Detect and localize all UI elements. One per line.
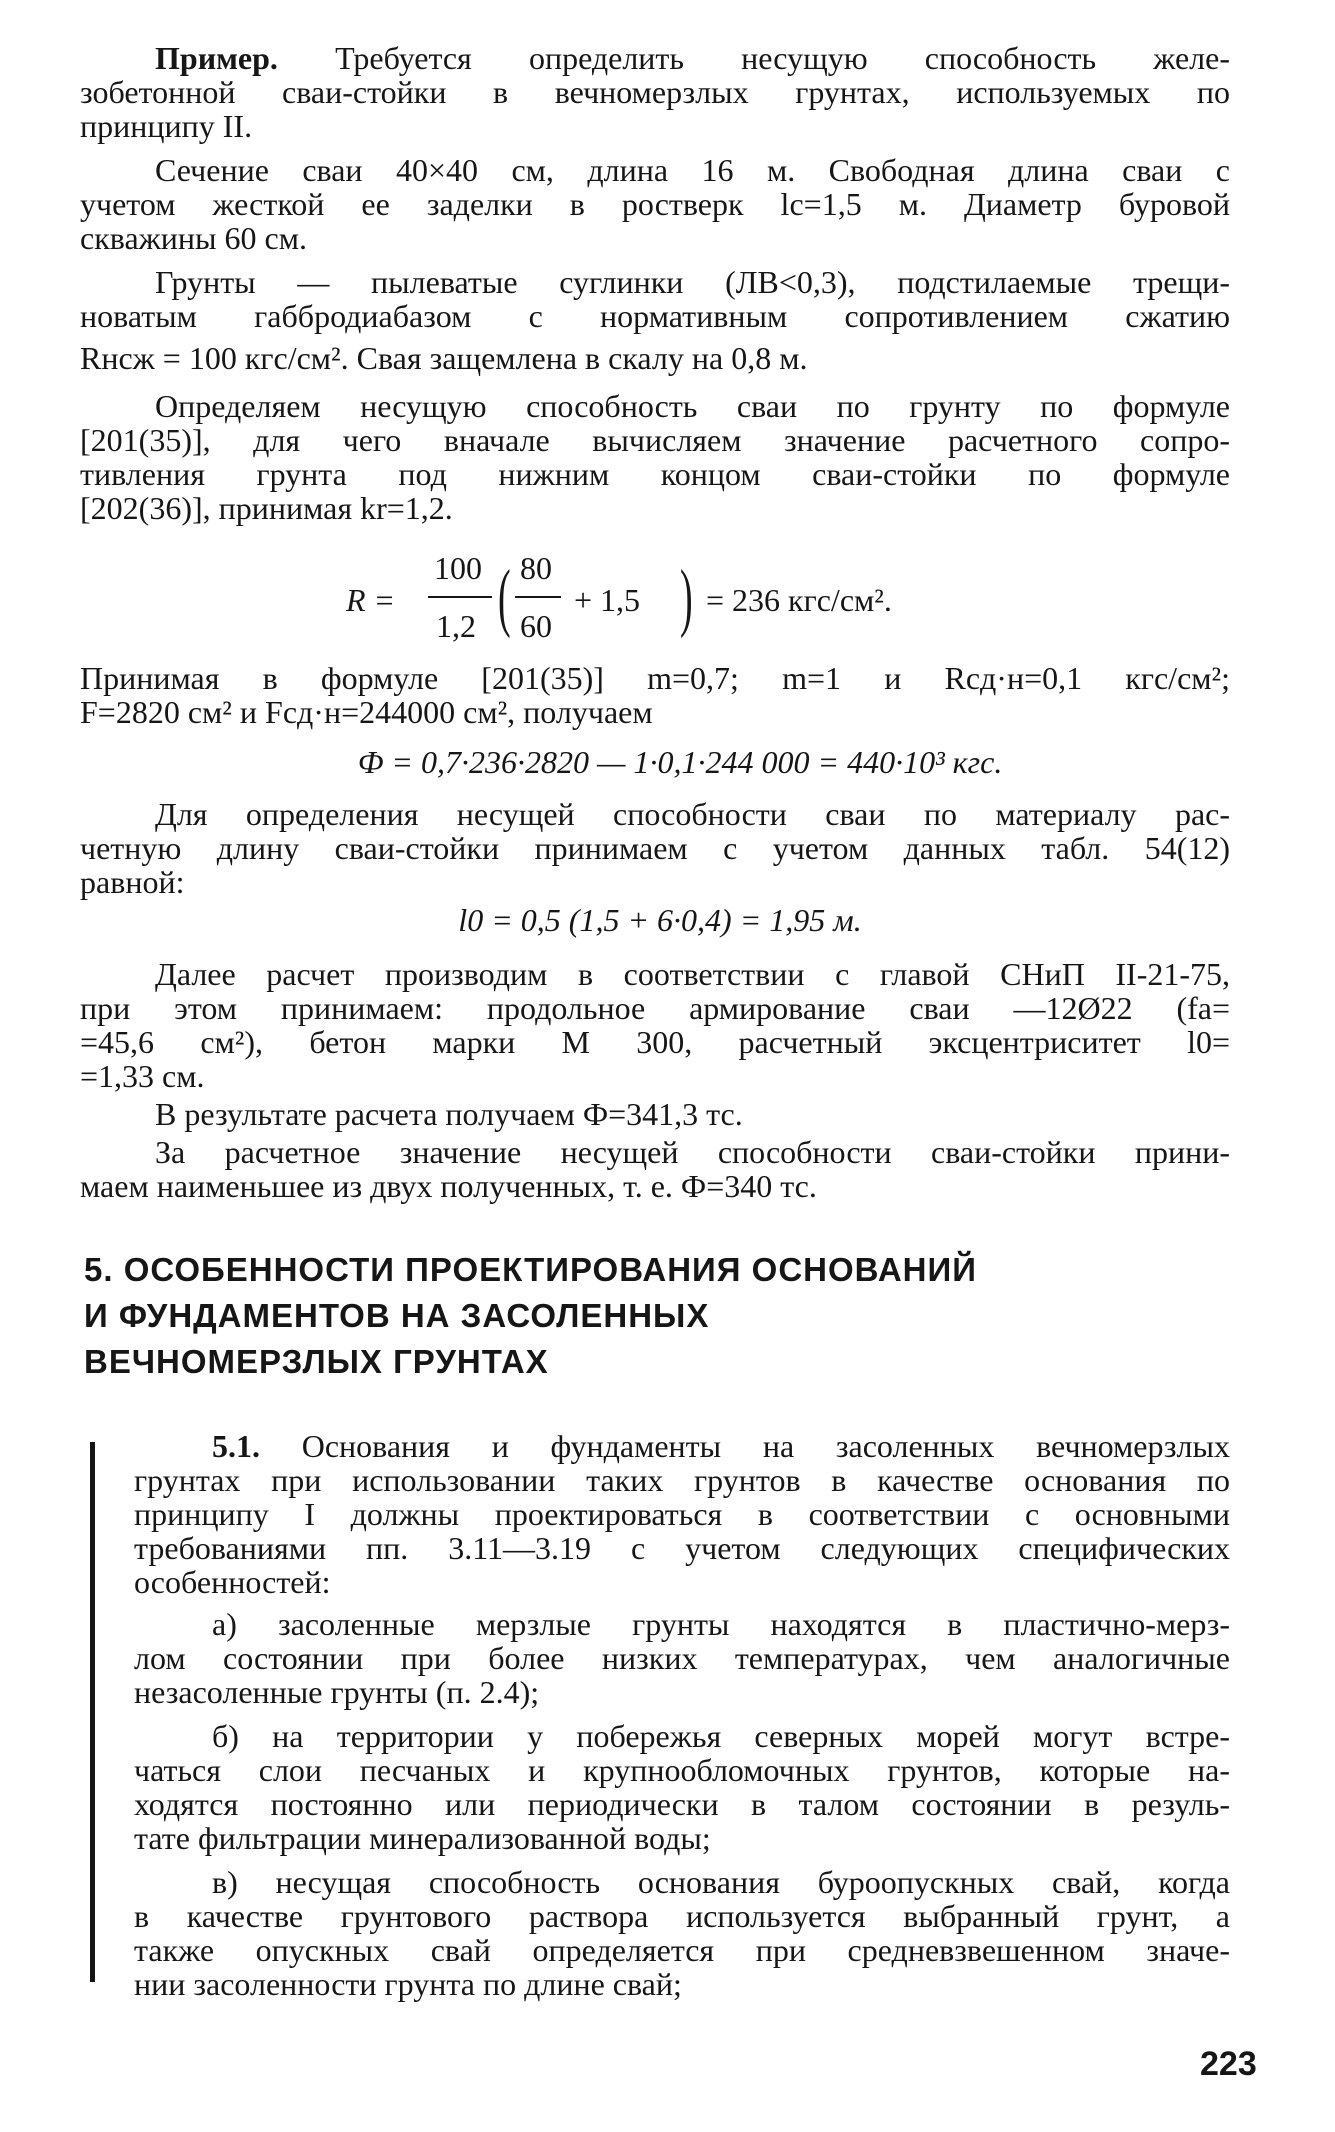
text-line: при этом принимаем: продольное армирование сваи —12Ø22 (fа=	[80, 990, 1230, 1026]
text-line: Определяем несущую способность сваи по грунту по формуле	[155, 388, 1230, 424]
text-line: Пример. Требуется определить несущую способность желе-	[155, 40, 1230, 76]
example-label: Пример.	[155, 40, 278, 76]
formula-r-plus: + 1,5	[574, 582, 641, 618]
text-line: также опускных свай определяется при средневзвешенном значе-	[134, 1932, 1230, 1968]
text-line: принципу I должны проектироваться в соответствии с основными	[134, 1496, 1230, 1532]
text-line: лом состоянии при более низких температурах, чем аналогичные	[134, 1640, 1230, 1676]
text-line: [202(36)], принимая kr=1,2.	[80, 490, 453, 526]
formula-r	[0, 550, 1335, 660]
fraction-bar	[515, 596, 561, 598]
page-number: 223	[1200, 2045, 1257, 2083]
formula-l0: l0 = 0,5 (1,5 + 6·0,4) = 1,95 м.	[458, 902, 862, 938]
fraction-bar	[428, 596, 492, 598]
text-line: =45,6 см²), бетон марки M 300, расчетный эксцентриситет l0=	[80, 1024, 1230, 1060]
formula-r-den2: 60	[520, 608, 552, 644]
text-line: ходятся постоянно или периодически в талом состоянии в резуль-	[134, 1786, 1230, 1822]
text-line: незасоленные грунты (п. 2.4);	[134, 1674, 540, 1710]
text-line: учетом жесткой ее заделки в ростверк lс=1,5 м. Диаметр буровой	[80, 186, 1230, 222]
formula-r-den1: 1,2	[436, 608, 476, 644]
text-line: четную длину сваи-стойки принимаем с учетом данных табл. 54(12)	[80, 830, 1230, 866]
text-line: 5.1. Основания и фундаменты на засоленных вечномерзлых	[212, 1428, 1231, 1464]
text-line: Сечение сваи 40×40 см, длина 16 м. Свободная длина сваи с	[155, 152, 1230, 188]
text-line: Грунты — пылеватые суглинки (ЛВ<0,3), подстилаемые трещи-	[155, 264, 1230, 300]
text-line: особенностей:	[134, 1564, 331, 1600]
text-line: требованиями пп. 3.11—3.19 с учетом следующих специфических	[134, 1530, 1230, 1566]
margin-change-bar	[90, 1442, 95, 1982]
section-heading-line: И ФУНДАМЕНТОВ НА ЗАСОЛЕННЫХ	[84, 1297, 710, 1334]
text-line: равной:	[80, 864, 185, 900]
text-line: тате фильтрации минерализованной воды;	[134, 1820, 711, 1856]
text-line: зобетонной сваи-стойки в вечномерзлых грунтах, используемых по	[80, 74, 1230, 110]
clause-number: 5.1.	[212, 1428, 260, 1464]
text-line: скважины 60 см.	[80, 220, 307, 256]
text-line: в) несущая способность основания буроопускных свай, когда	[212, 1864, 1230, 1900]
text-line: Для определения несущей способности сваи по материалу рас-	[155, 796, 1230, 832]
text-line: в качестве грунтового раствора используется выбранный грунт, а	[134, 1898, 1230, 1934]
left-paren: (	[498, 555, 511, 639]
formula-r-num2: 80	[520, 550, 552, 586]
text-line: За расчетное значение несущей способности сваи-стойки прини-	[155, 1134, 1230, 1170]
section-heading-line: 5. ОСОБЕННОСТИ ПРОЕКТИРОВАНИЯ ОСНОВАНИЙ	[84, 1251, 977, 1288]
section-heading-line: ВЕЧНОМЕРЗЛЫХ ГРУНТАХ	[84, 1343, 549, 1380]
text-line: тивления грунта под нижним концом сваи-стойки по формуле	[80, 456, 1230, 492]
right-paren: )	[680, 555, 693, 639]
text-line: Далее расчет производим в соответствии с главой СНиП II-21-75,	[155, 956, 1230, 992]
formula-r-num1: 100	[434, 550, 482, 586]
formula-r-lhs: R =	[346, 582, 396, 618]
text-line: б) на территории у побережья северных морей могут встре-	[212, 1718, 1230, 1754]
text-line: =1,33 см.	[80, 1058, 205, 1094]
text-line: а) засоленные мерзлые грунты находятся в пластично-мерз-	[212, 1606, 1230, 1642]
text-line: принципу II.	[80, 108, 253, 144]
text-line: [201(35)], для чего вначале вычисляем значение расчетного сопро-	[80, 422, 1230, 458]
text-line: нии засоленности грунта по длине свай;	[134, 1966, 682, 2002]
text-line: грунтах при использовании таких грунтов в качестве основания по	[134, 1462, 1230, 1498]
text-line: F=2820 см² и Fсд·н=244000 см², получаем	[80, 694, 653, 730]
formula-phi: Ф = 0,7·236·2820 — 1·0,1·244 000 = 440·10³ кгс.	[357, 744, 1003, 780]
text-line: чаться слои песчаных и крупнообломочных грунтов, которые на-	[134, 1752, 1230, 1788]
text-line: маем наименьшее из двух полученных, т. е. Ф=340 тс.	[80, 1168, 817, 1204]
text-line: новатым габбродиабазом с нормативным сопротивлением сжатию	[80, 298, 1230, 334]
text-line: Принимая в формуле [201(35)] m=0,7; m=1 и Rсд·н=0,1 кгс/см²;	[80, 660, 1230, 696]
text-line: В результате расчета получаем Ф=341,3 тс.	[155, 1096, 743, 1132]
formula-r-rhs: = 236 кгс/см².	[706, 582, 892, 618]
text-line: Rнсж = 100 кгс/см². Свая защемлена в скалу на 0,8 м.	[80, 340, 808, 376]
